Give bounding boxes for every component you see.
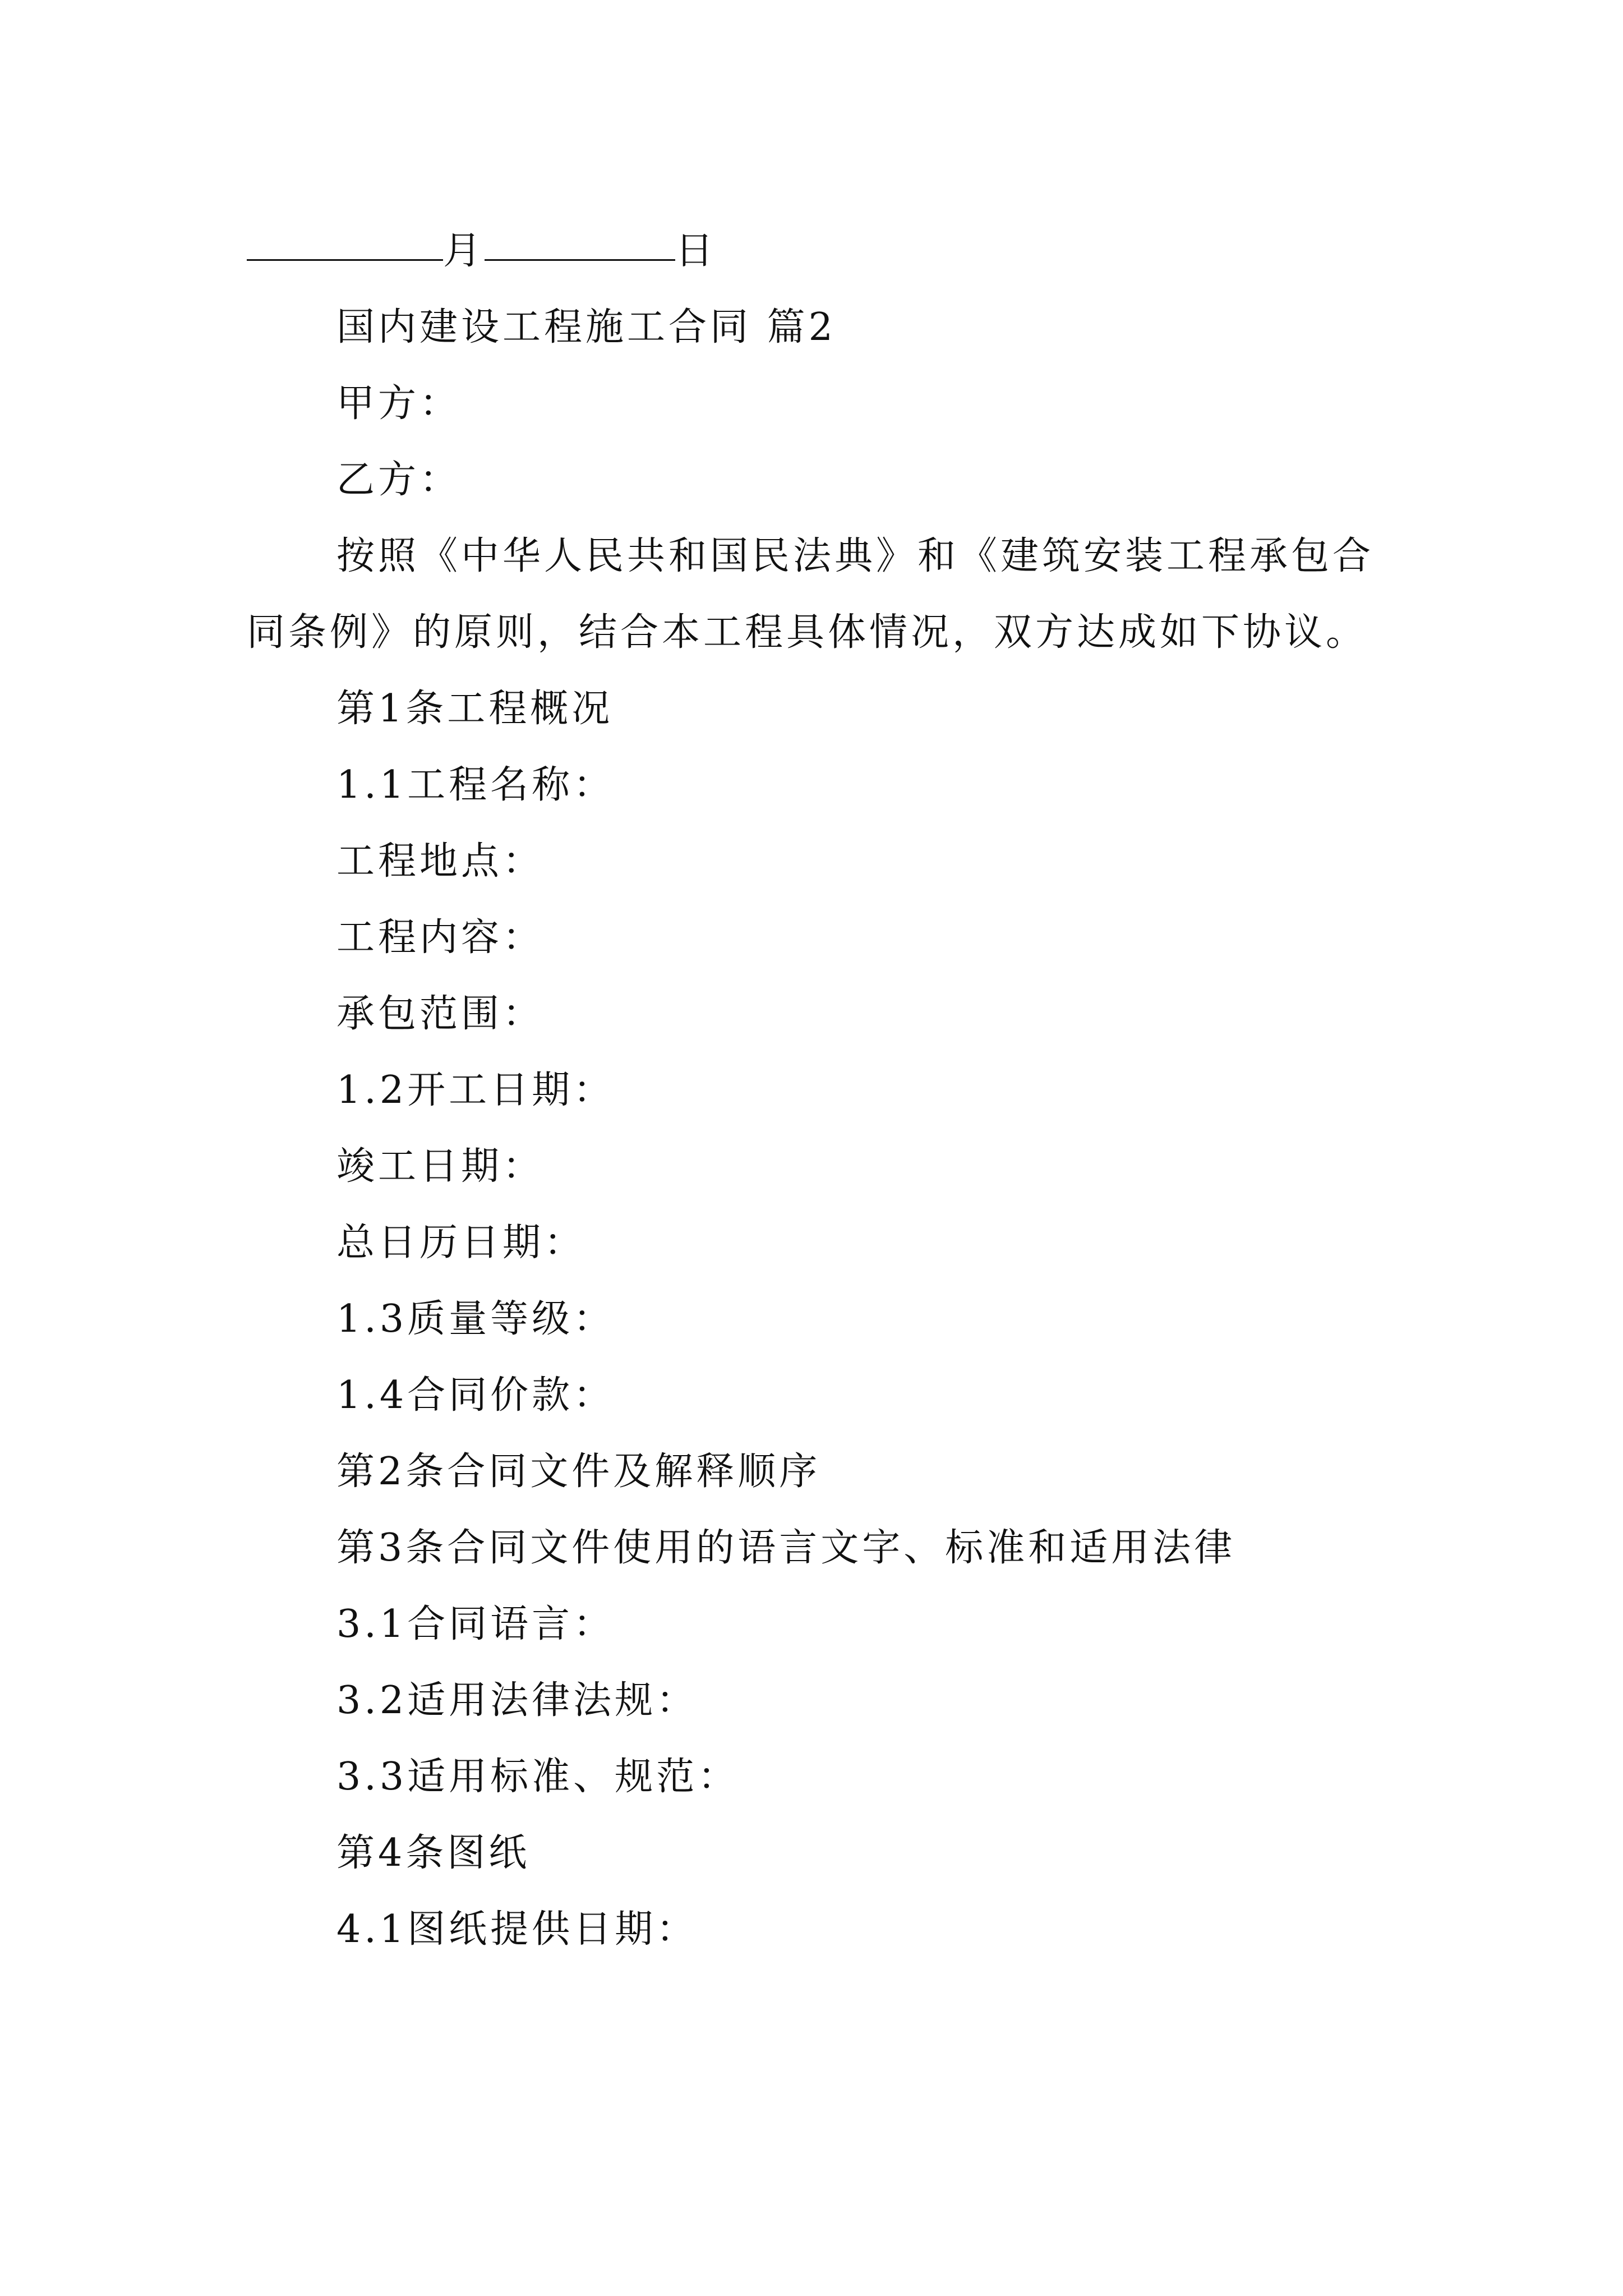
project-location-field: 工程地点： — [336, 839, 545, 884]
article-1-heading: 第1条工程概况 — [336, 687, 614, 731]
project-content-field: 工程内容： — [336, 915, 545, 960]
article-3-heading: 第3条合同文件使用的语言文字、标准和适用法律 — [336, 1526, 1236, 1570]
article-2-heading: 第2条合同文件及解释顺序 — [336, 1450, 821, 1494]
article-4-heading: 第4条图纸 — [336, 1831, 531, 1875]
contract-scope-field: 承包范围： — [336, 992, 545, 1036]
date-line — [247, 213, 1391, 289]
completion-date-field: 竣工日期： — [336, 1144, 545, 1189]
quality-grade-field: 1.3质量等级： — [336, 1297, 615, 1341]
contract-price-field: 1.4合同价款： — [336, 1373, 615, 1418]
intro-paragraph: 按照《中华人民共和国民法典》和《建筑安装工程承包合同条例》的原则，结合本工程具体情况，双方达成如下协议。 — [247, 534, 1375, 655]
drawing-date-field: 4.1图纸提供日期： — [336, 1907, 698, 1952]
total-calendar-days-field: 总日历日期： — [336, 1221, 586, 1265]
applicable-law-field: 3.2适用法律法规： — [336, 1678, 698, 1723]
contract-language-field: 3.1合同语言： — [336, 1602, 615, 1646]
day-label: 日 — [675, 229, 717, 273]
document-body — [247, 213, 1391, 1968]
day-blank — [485, 213, 675, 261]
party-b-label: 乙方： — [336, 458, 462, 502]
project-name-field: 1.1工程名称： — [336, 763, 615, 807]
document-title: 国内建设工程施工合同 篇2 — [336, 305, 836, 349]
month-blank — [247, 213, 443, 261]
start-date-field: 1.2开工日期： — [336, 1068, 615, 1112]
month-label: 月 — [443, 229, 485, 273]
party-a-label: 甲方： — [336, 381, 462, 426]
applicable-standards-field: 3.3适用标准、规范： — [336, 1755, 740, 1799]
